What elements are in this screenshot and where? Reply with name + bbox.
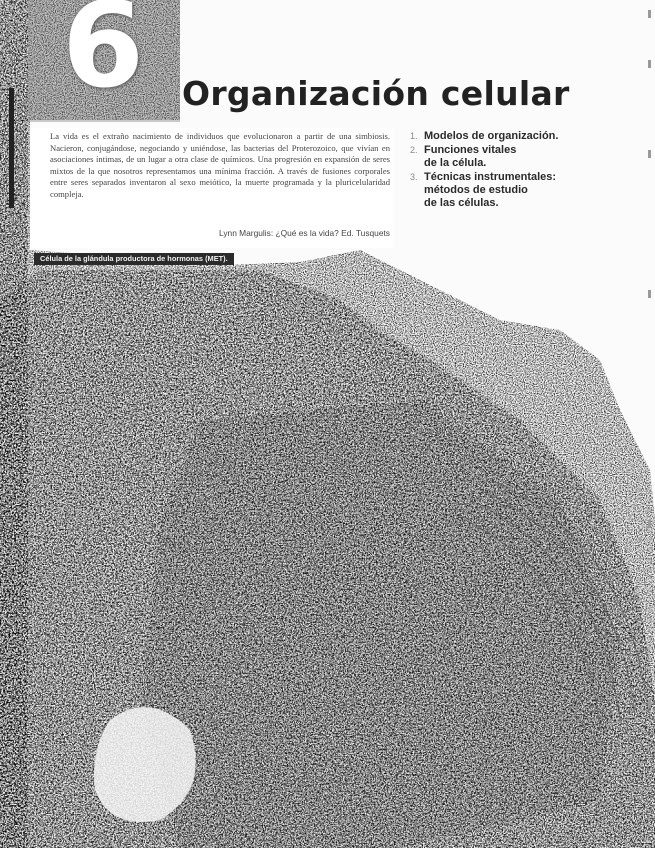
edge-scan-mark	[648, 10, 651, 18]
topic-item	[410, 171, 645, 210]
left-margin-bar	[9, 88, 14, 208]
topic-line: Modelos de organización.	[424, 130, 559, 142]
edge-scan-mark	[648, 520, 651, 528]
image-caption: Célula de la glándula productora de hormonas (MET).	[34, 253, 234, 265]
topic-line: de la célula.	[424, 157, 487, 169]
topic-line: de las células.	[424, 197, 499, 209]
topic-number: 2.	[410, 145, 418, 155]
topic-line: Técnicas instrumentales:	[424, 171, 557, 183]
topic-number: 3.	[410, 172, 418, 182]
topic-line: métodos de estudio	[424, 184, 528, 196]
intro-quote: La vida es el extraño nacimiento de individuos que evolucionaron a partir de una simbiosis. Nacieron, conjugándose, negociando y uniéndose, las bacterias del Proterozoico, que vivían en asociaciones íntimas, de un lugar a otra clase de químicos. Una progresión en expansión de seres mixtos de la que nosotros representamos una mínima fracción. A través de fusiones corporales entre seres separados inventaron al sexo meiótico, la muerte programada y la pluricelularidad compleja.	[50, 131, 390, 199]
chapter-number: 6	[62, 0, 145, 114]
edge-scan-mark	[648, 150, 651, 158]
edge-scan-mark	[648, 60, 651, 68]
topic-item	[410, 130, 645, 143]
quote-attribution: Lynn Margulis: ¿Qué es la vida? Ed. Tusquets	[219, 228, 390, 238]
edge-scan-mark	[648, 290, 651, 298]
topic-item	[410, 144, 645, 170]
topic-line: Funciones vitales	[424, 144, 517, 156]
chapter-title: Organización celular	[182, 74, 570, 113]
topic-number: 1.	[410, 131, 418, 141]
chapter-topics-list	[410, 130, 645, 211]
edge-scan-mark	[648, 700, 651, 708]
